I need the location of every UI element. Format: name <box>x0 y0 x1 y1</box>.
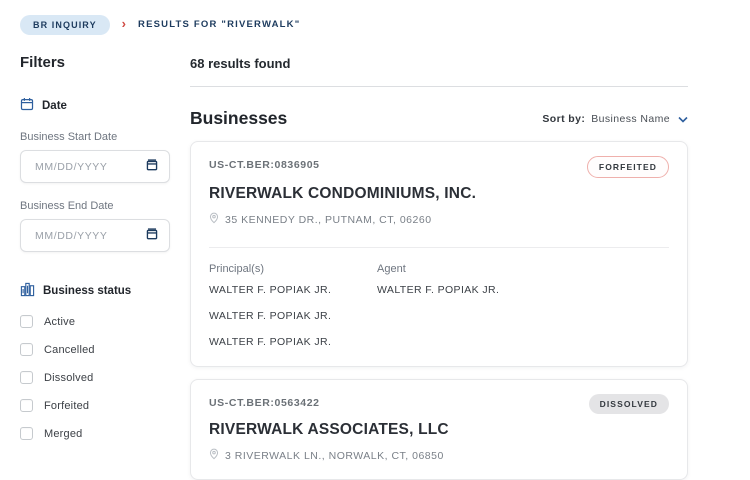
filters-sidebar <box>20 48 170 440</box>
business-end-date-placeholder: MM/DD/YYYY <box>35 229 108 242</box>
registry-id: US-CT.BER:0836905 <box>209 159 320 171</box>
checkbox-icon[interactable] <box>20 343 33 356</box>
business-address: 35 KENNEDY DR., PUTNAM, CT, 06260 <box>225 213 432 226</box>
agent-label: Agent <box>377 263 406 275</box>
results-count: 68 results found <box>190 56 291 71</box>
date-section-title: Date <box>42 99 67 112</box>
status-filter-merged[interactable] <box>20 427 170 440</box>
agent-name: WALTER F. POPIAK JR. <box>377 284 500 296</box>
registry-id: US-CT.BER:0563422 <box>209 397 320 409</box>
status-filter-active[interactable] <box>20 315 170 328</box>
sort-by-dropdown[interactable] <box>542 110 688 128</box>
checkbox-icon[interactable] <box>20 371 33 384</box>
card-top-row <box>209 394 669 414</box>
business-address: 3 RIVERWALK LN., NORWALK, CT, 06850 <box>225 449 444 462</box>
status-filter-active-label: Active <box>44 315 76 328</box>
filters-title: Filters <box>20 54 66 71</box>
businesses-title: Businesses <box>190 108 288 128</box>
results-panel <box>190 48 688 480</box>
agent-column <box>377 263 669 350</box>
breadcrumb <box>0 0 750 38</box>
sort-by-value: Business Name <box>591 112 670 125</box>
breadcrumb-chevron-icon: › <box>121 16 127 31</box>
business-card[interactable] <box>190 379 688 480</box>
checkbox-icon[interactable] <box>20 399 33 412</box>
business-start-date-placeholder: MM/DD/YYYY <box>35 160 108 173</box>
business-start-date-label: Business Start Date <box>20 131 118 143</box>
business-name[interactable]: RIVERWALK CONDOMINIUMS, INC. <box>209 185 477 202</box>
status-filter-merged-label: Merged <box>44 427 83 440</box>
principals-label: Principal(s) <box>209 263 265 275</box>
status-filter-cancelled-label: Cancelled <box>44 343 95 356</box>
business-card[interactable] <box>190 141 688 367</box>
status-filter-dissolved-label: Dissolved <box>44 371 94 384</box>
principal-name: WALTER F. POPIAK JR. <box>209 336 332 348</box>
people-section <box>209 263 669 350</box>
sort-by-label: Sort by: <box>542 112 586 125</box>
divider <box>190 86 688 87</box>
business-start-date-input[interactable] <box>20 150 170 183</box>
calendar-picker-icon[interactable] <box>146 227 158 245</box>
checkbox-icon[interactable] <box>20 315 33 328</box>
status-filter-forfeited-label: Forfeited <box>44 399 90 412</box>
status-badge: DISSOLVED <box>589 394 669 414</box>
calendar-icon <box>20 97 34 114</box>
principals-column <box>209 263 377 350</box>
business-end-date-input[interactable] <box>20 219 170 252</box>
checkbox-icon[interactable] <box>20 427 33 440</box>
principal-name: WALTER F. POPIAK JR. <box>209 310 332 322</box>
business-status-title: Business status <box>43 285 132 297</box>
status-filter-forfeited[interactable] <box>20 399 170 412</box>
business-status-section-header <box>20 282 170 300</box>
status-filter-dissolved[interactable] <box>20 371 170 384</box>
businesses-header-row <box>190 108 688 129</box>
business-end-date-label: Business End Date <box>20 200 114 212</box>
status-filter-cancelled[interactable] <box>20 343 170 356</box>
principal-name: WALTER F. POPIAK JR. <box>209 284 332 296</box>
business-location <box>209 212 669 227</box>
map-pin-icon <box>209 448 219 463</box>
chevron-down-icon <box>676 110 688 128</box>
calendar-picker-icon[interactable] <box>146 158 158 176</box>
status-badge: FORFEITED <box>587 156 669 178</box>
breadcrumb-current-page: RESULTS FOR "RIVERWALK" <box>138 19 301 30</box>
business-location <box>209 448 669 463</box>
business-name[interactable]: RIVERWALK ASSOCIATES, LLC <box>209 421 449 438</box>
map-pin-icon <box>209 212 219 227</box>
divider <box>209 247 669 248</box>
breadcrumb-br-inquiry[interactable]: BR INQUIRY <box>20 15 110 35</box>
buildings-icon <box>20 282 35 300</box>
date-section-header <box>20 97 170 114</box>
card-top-row <box>209 156 669 178</box>
